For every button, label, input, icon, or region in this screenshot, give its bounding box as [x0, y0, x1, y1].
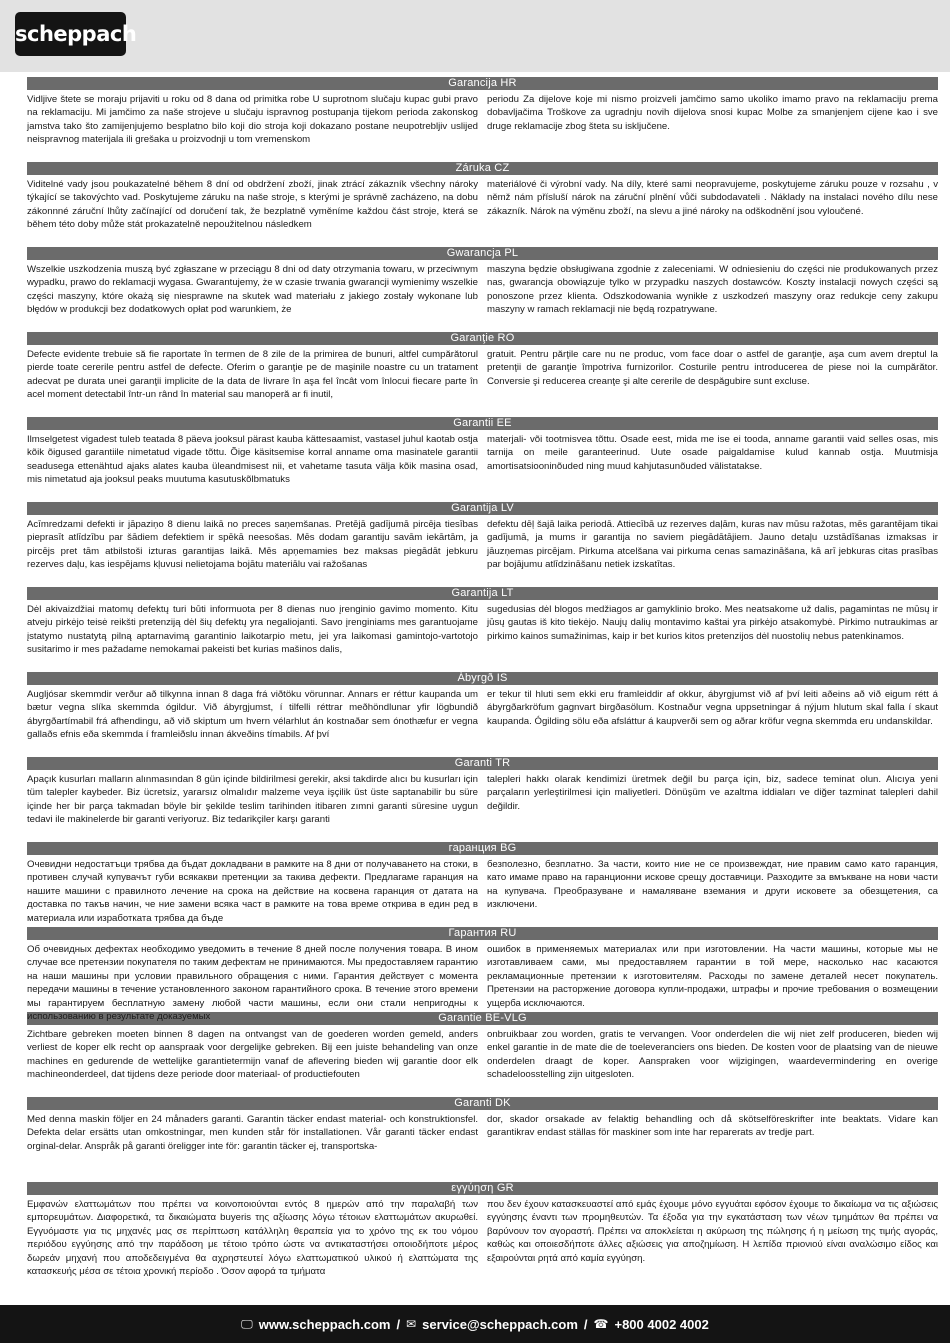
warranty-section [27, 417, 938, 500]
section-text-left: Ilmselgetest vigadest tuleb teatada 8 päeva jooksul pärast kauba kättesaamist, vastasel juhul kaotab ostja kõik õigused garantiile nimetatud vigade tõttu. Õige käsitsemise korral anname oma masinatele garantii seadusega ettenähtud ajaks alates kauba üleandmisest nii, et vahetame tasuta välja kõik masina osad, mis nimetatud aja jooksul peaks muutuma kasutuskõlbmatuks [27, 434, 478, 486]
section-text-right: periodu Za dijelove koje mi nismo proizveli jamčimo samo ukoliko imamo pravo na reklamaciju prema dobavljačima Troškove za ugradnju novih dijelova snosi kupac Molbe za smanjenjem cijene kao i sve druge reklamacije zbog šteta su isključene. [487, 94, 938, 132]
section-title: Garantie BE-VLG [27, 1012, 938, 1025]
section-text-left: Viditelné vady jsou poukazatelné během 8 dní od obdržení zboží, jinak ztrácí zákazník všechny nároky týkající se takovýchto vad. Poskytujeme záruku na naše stroje, s kterými je správně zacházeno, na dobu zákonnné záruční lhůty začínající od doručení tak, že bezplatně vyměníme každou část stroje, která se během této doby může stát prokazatelně nepoužitelnou následkem [27, 179, 478, 231]
section-text-left: Εμφανών ελαττωμάτων που πρέπει να κοινοποιούνται εντός 8 ημερών από την παραλαβή των εμπορευμάτων. Διαφορετικά, τα δικαιώματα buyeris της αξίωσης λόγω τέτοιων ελαττωμάτων ακυρωθεί. Εγγυόμαστε για τις μηχανές μας σε περίπτωση κατάλληλη θεραπεία για το χρόνο της εκ του νόμου περιόδου εγγύησης από την παράδοση με τέτοιο τρόπο ώστε να αντικαταστήσει οποιοδήποτε μέρος δωρεάν μηχανή που αποδεδειγμένα θα αχρηστευτεί λόγω ελαττωματικού υλικού ή ελαττώματα της κατασκευής μέσα σε τέτοια χρονική περίοδο . Όσον αφορά τα τμήματα [27, 1199, 478, 1278]
section-text-right: defektu dēļ šajā laika periodā. Attiecībā uz rezerves daļām, kuras nav mūsu ražotas, mēs garantējam tikai gadījumā, ja mums ir garantija no saviem piegādātājiem. Jauno detaļu uzstādīšanas izmaksas ir jāuzņemas pircējam. Pirkuma atcelšana vai pirkuma cenas samazināšana, kā arī jebkuras citas prasības par bojājumu atlīdzināšanu netiek izskatītas. [487, 519, 938, 571]
section-columns [27, 1028, 938, 1095]
section-text-left: Med denna maskin följer en 24 månaders garanti. Garantin täcker endast material- och konstruktionsfel. Defekta delar ersätts utan omkostningar, men kunden står för installationen. Vår garanti täcker endast orginal-delar. Anspråk på garanti öreligger inte för: garantin täcker ej, transportska- [27, 1114, 478, 1152]
section-columns [27, 603, 938, 670]
page-header [0, 0, 950, 72]
section-text-left: Acīmredzami defekti ir jāpaziņo 8 dienu laikā no preces saņemšanas. Pretējā gadījumā pircēja tiesības pieprasīt atlīdzību par šādiem defektiem ir spēkā neesošas. Mēs dodam garantiju savām iekārtām, ja pircējs pret tām atbilstoši izturas garantijas laikā. Mēs apņemamies bez maksas piegādāt jebkuru rezerves daļu, kas iespējams kļuvusi nelietojama bojātu materiālu vai ražošanas [27, 519, 478, 571]
computer-icon: 🖵 [241, 1316, 253, 1331]
section-title: Garancija HR [27, 77, 938, 90]
section-text-right: talepleri hakkı olarak kendimizi üretmek değil bu parça için, biz, sadece teminat olun. Alıcıya yeni parçaların yerleştirilmesi için maliyetleri. Dönüşüm ve azaltma iddiaları ve diğer tazminat talepleri dahil değildir. [487, 774, 938, 812]
warranty-section [27, 587, 938, 670]
section-text-right: безполезно, безплатно. За части, които ние не се произвеждат, ние правим само като гаранция, като имаме право на гаранционни искове срещу доставчици. Разходите за вмъкване на нови части на купувача. Преобразуване и намаляване вземания и други исковете за обезщетения, са изключени. [487, 859, 938, 911]
section-text-right: maszyna będzie obsługiwana zgodnie z zaleceniami. W odniesieniu do części nie produkowanych przez nas, gwarancja obowiązuje tylko w przypadku naszych dostawców. Koszty instalacji nowych części są ponoszone przez klienta. Odszkodowania wynikłe z uszkodzeń maszyny oraz redukcje ceny zakupu maszyny w ramach reklamacji nie będą rozpatrywane. [487, 264, 938, 316]
section-title: Ábyrgð IS [27, 672, 938, 685]
section-columns [27, 263, 938, 330]
warranty-section [27, 502, 938, 585]
section-text-right: dor, skador orsakade av felaktig behandling och då skötselföreskrifter inte beaktats. Vidare kan garantikrav endast ställas för maskiner som inte har reparerats av tredje part. [487, 1114, 938, 1139]
warranty-sections [27, 77, 938, 1278]
section-title: Гарантия RU [27, 927, 938, 940]
section-columns [27, 518, 938, 585]
scheppach-logo: scheppach [15, 12, 126, 56]
warranty-section [27, 757, 938, 840]
footer-separator: / [583, 1316, 588, 1332]
warranty-section [27, 1097, 938, 1180]
section-title: Garantii EE [27, 417, 938, 430]
section-title: Záruka CZ [27, 162, 938, 175]
section-columns [27, 433, 938, 500]
section-text-right: onbruikbaar zou worden, gratis te vervangen. Voor onderdelen die wij niet zelf produceren, bieden wij enkel garantie in de mate die de toeleveranciers ons bieden. De kosten voor de plaatsing van de nieuwe onderdelen draagt de koper. Aanspraken voor wijzigingen, waardevermindering en overige schadeloosstelling zijn uitgesloten. [487, 1029, 938, 1081]
section-text-right: materiálové či výrobní vady. Na díly, které sami neopravujeme, poskytujeme záruku pouze v rozsahu , v němž nám přísluší nárok na záruční plnění vůči subdodavateli . Náklady na instalaci nového dílu nese zákazník. Nárok na výměnu zboží, na slevu a jiné nároky na odškodnění jsou vyloučené. [487, 179, 938, 217]
section-columns [27, 178, 938, 245]
section-title: εγγύηση GR [27, 1182, 938, 1195]
footer-separator: / [396, 1316, 401, 1332]
section-title: Garantija LV [27, 502, 938, 515]
section-text-left: Defecte evidente trebuie să fie raportate în termen de 8 zile de la primirea de bunuri, altfel cumpărătorul pierde toate cererile pentru astfel de defecte. Oferim o garanţie pe de maşinile noastre cu un tratament adecvat pe durata unei garanţii implicite de la data de livrare în aşa fel încât vom înlocui fiecare parte în acel moment detectabil într-un rând în material sau manoperă ar fi inutil, [27, 349, 478, 401]
warranty-section [27, 247, 938, 330]
warranty-section [27, 162, 938, 245]
section-text-left: Zichtbare gebreken moeten binnen 8 dagen na ontvangst van de goederen worden gemeld, anders verliest de koper elk recht op aanspraak voor dergelijke gebreken. Bij een juiste behandeling van onze machines en gedurende de wettelijke garantietermijn vanaf de aflevering bieden wij garantie door elk machineonderdeel, dat tijdens deze periode door materiaal- of productiefouten [27, 1029, 478, 1081]
section-text-left: Dėl akivaizdžiai matomų defektų turi būti informuota per 8 dienas nuo įrenginio gavimo momento. Kitu atveju pirkėjo teisė reikšti pretenziją dėl šių defektų yra negaliojanti. Savo įrenginiams mes garantuojame įstatymo nustatytą pilną aptarnavimą garantinio laikotarpio metu, jei yra laikomasi gamintojo-vartotojo susitarimo ir mes pažadame nemokamai pakeisti bet kurias mašinos dalis, [27, 604, 478, 656]
section-title: Garanti TR [27, 757, 938, 770]
warranty-section [27, 77, 938, 160]
section-title: Garantija LT [27, 587, 938, 600]
section-columns [27, 1198, 938, 1278]
section-text-left: Vidljive štete se moraju prijaviti u roku od 8 dana od primitka robe U suprotnom slučaju kupac gubi pravo na reklamaciju. Mi jamčimo za naše strojeve u slučaju ispravnog postupanja tijekom perioda zakonskog jamstva tako što zamijenjujemo besplatno bilo koji dio stroja koji dokazano postane neupotrebljiv uslijed neispravnog materijala ili grešaka u proizvodnji u tom vremenskom [27, 94, 478, 146]
section-title: гаранция BG [27, 842, 938, 855]
section-columns [27, 688, 938, 755]
section-text-left: Wszelkie uszkodzenia muszą być zgłaszane w przeciągu 8 dni od daty otrzymania towaru, w przeciwnym wypadku, prawo do reklamacji wygasa. Gwarantujemy, że w czasie trwania gwarancji wymienimy wszelkie części maszyny, które okażą się niesprawne na skutek wad materiału z jakiego zostały wykonane lub błędów w produkcji bez dodatkowych opłat pod warunkiem, że [27, 264, 478, 316]
section-title: Gwarancja PL [27, 247, 938, 260]
section-text-right: sugedusias dėl blogos medžiagos ar gamyklinio broko. Mes neatsakome už dalis, pagamintas ne mūsų ir jūsų gautas iš kito tiekėjo. Naujų dalių montavimo kaštai yra pirkėjo atsakomybė. Pirkimo nutraukimas ar pirkimo kainos sumažinimas, kaip ir bet kurios kitos pretenzijos dėl nuostolių nebus patenkinamos. [487, 604, 938, 642]
section-columns [27, 858, 938, 925]
section-text-right: er tekur til hluti sem ekki eru framleiddir af okkur, ábyrgjumst við af því leiti aðeins að við eigum rétt á ábyrgðarkröfum gagnvart birgðasölum. Kostnaður vegna uppsetningar á nýjum hlutum skal falla í skaut kaupanda. Ógilding sölu eða afsláttur á kaupverði sem og aðrar kröfur vegna skemmda eru undanskildar. [487, 689, 938, 727]
email-icon: ✉ [406, 1317, 417, 1331]
section-text-right: που δεν έχουν κατασκευαστεί από εμάς έχουμε μόνο εγγυάται εφόσον έχουμε το δικαίωμα να τις αξιώσεις εγγύησης έναντι των προμηθευτών. Τα έξοδα για την εγκατάσταση των νέων τμημάτων θα πρέπει να βαρύνουν τον αγοραστή. Πρέπει να αποκλείεται η ακύρωση της πώλησης ή η μείωση της τιμής αγοράς, καθώς και οποιεσδήποτε άλλες αξιώσεις για αποζημίωση. Η λεπίδα πριονιού είναι αναλώσιμο είδος και εξαιρούνται ρητά από καμία εγγύηση. [487, 1199, 938, 1264]
warranty-section [27, 1182, 938, 1278]
warranty-section [27, 672, 938, 755]
footer-email[interactable]: service@scheppach.com [422, 1316, 578, 1332]
section-text-left: Augljósar skemmdir verður að tilkynna innan 8 daga frá viðtöku vörunnar. Annars er réttur kaupanda um bætur vegna slíka skemmda ógildur. Við ábyrgjumst, í tilfelli réttrar meðhöndlunar yfir lögbundið ábyrgðartímabil frá afhendingu, að við skiptum um hvern vélarhlut án kostnaðar sem ónothæfur er vegna gallaðs efnis eða skemmda í framleiðslu innan ákveðins tímabils. Af því [27, 689, 478, 741]
warranty-section [27, 842, 938, 925]
section-columns [27, 93, 938, 160]
section-title: Garanti DK [27, 1097, 938, 1110]
section-text-left: Apaçık kusurları malların alınmasından 8 gün içinde bildirilmesi gerekir, aksi takdirde alıcı bu kusurları için tüm talepler kaybeder. Biz ücretsiz, yararsız olmalıdır malzeme veya işçilik üst üste saptanabilir bu süre içinde her bir parça takmadan böyle bir şekilde teslim tarihinden itibaren zımni garanti süresine uygun tedavi ile makinelerde bir garanti veriyoruz. Biz tedarikçiler karşı garanti [27, 774, 478, 826]
section-columns [27, 1113, 938, 1180]
section-columns [27, 348, 938, 415]
section-text-right: gratuit. Pentru părţile care nu ne produc, vom face doar o astfel de garanţie, aşa cum avem dreptul la pretenţii de garanţie împotriva furnizorilor. Costurile pentru introducerea de piese noi la cumpărător. Conversie şi reducerea creanţe şi alte cererile de despăgubire sunt excluse. [487, 349, 938, 387]
section-text-right: ошибок в применяемых материалах или при изготовлении. На части машины, которые мы не изготавливаем сами, мы предоставляем гарантии в той мере, насколько нас касаются рекламационные претензии к изготовителям. Расходы по замене деталей несет покупатель. Претензии на расторжение договора купли-продажи, штрафы и прочие требования о возмещении ущерба исключаются. [487, 944, 938, 1009]
footer-phone[interactable]: +800 4002 4002 [614, 1316, 709, 1332]
warranty-section [27, 1012, 938, 1095]
section-columns [27, 773, 938, 840]
section-title: Garanţie RO [27, 332, 938, 345]
section-text-left: Об очевидных дефектах необходимо уведомить в течение 8 дней после получения товара. В ином случае все претензии покупателя по таким дефектам не принимаются. Мы предоставляем гарантию на наши машины при условии правильного обращения с ними. Гарантия действует с момента передачи машины в течение установленного законом гарантийного срока. В течение этого времени мы гарантируем бесплатную замену любой части машины, если они стали непригодны к использованию в результате доказуемых [27, 944, 478, 1023]
section-text-right: materjali- või tootmisvea tõttu. Osade eest, mida me ise ei tooda, anname garantii vaid selles osas, mis tarnija on meile garanteerinud. Uute osade paigaldamise kulud kannab ostja. Muutmisja amortisatsiooninõuded ning muud kahjutasunõuded välistatakse. [487, 434, 938, 472]
contact-footer [0, 1305, 950, 1343]
footer-website[interactable]: www.scheppach.com [258, 1316, 391, 1332]
phone-icon: ☎ [593, 1317, 609, 1331]
section-text-left: Очевидни недостатъци трябва да бъдат докладвани в рамките на 8 дни от получаването на стоки, в противен случай купувачът губи всякакви претенции за такива дефекти. Предлагаме гаранция на нашите машини с правилното лечение на срока на действие на косвена гаранция от датата на доставка по такъв начин, че ние замени всяка част в рамките на това време открива в един ред в материала или изработката трябва да бъде [27, 859, 478, 924]
warranty-section [27, 332, 938, 415]
